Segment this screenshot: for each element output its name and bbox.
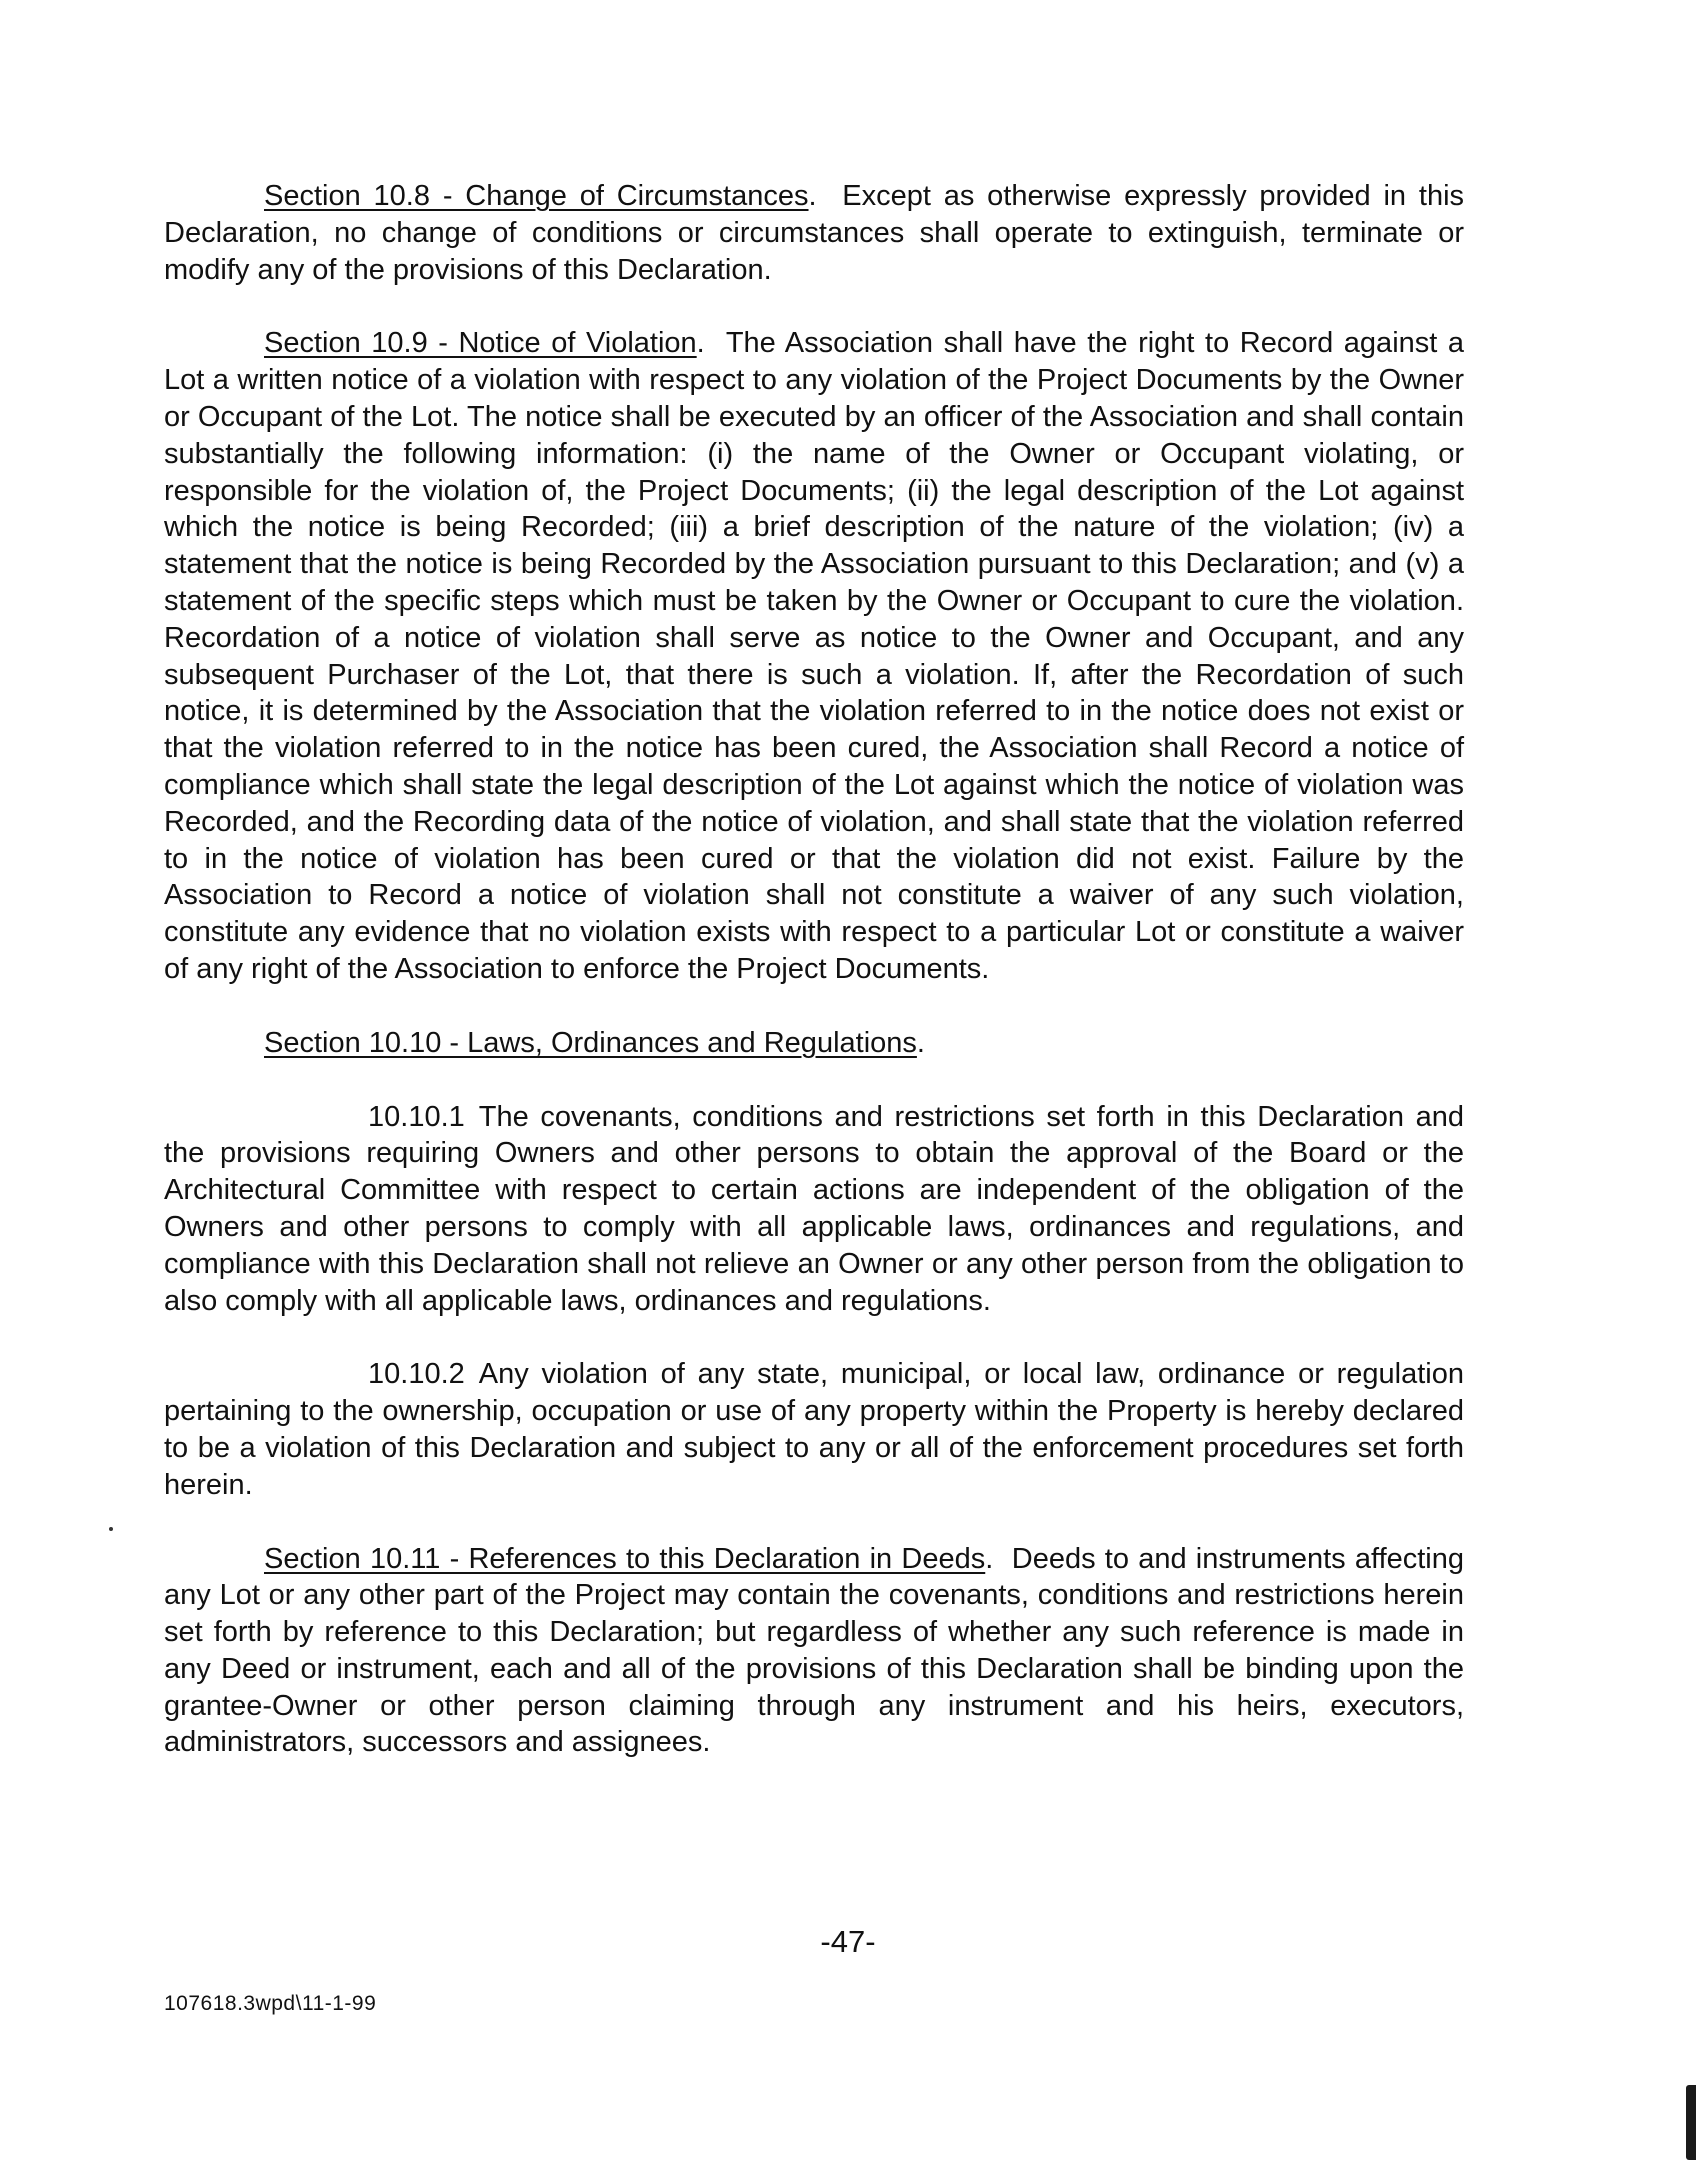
subsection-text: Any violation of any state, municipal, or local law, ordinance or regulation pertaining to the ownership, occupation or use of any property within the Property is hereby declared to be a violation of this Declaration and subject to any or all of the enforcement procedures set forth herein. bbox=[164, 1358, 1464, 1501]
section-title-period: . bbox=[808, 180, 843, 212]
document-body bbox=[164, 178, 1464, 1798]
subsection-10-10-1 bbox=[164, 1099, 1464, 1320]
section-title: Section 10.8 - Change of Circumstances bbox=[264, 180, 809, 212]
section-text: Deeds to and instruments affecting any Lot or any other part of the Project may contain the covenants, conditions and restrictions herein set forth by reference to this Declaration; but regardless of whether any such reference is made in any Deed or instrument, each and all of the provisions of this Declaration shall be binding upon the grantee-Owner or other person claiming through any instrument and his heirs, executors, administrators, successors and assignees. bbox=[164, 1542, 1465, 1759]
section-text: Except as otherwise expressly provided in this Declaration, no change of conditions or circumstances shall operate to extinguish, terminate or modify any of the provisions of this Declaration. bbox=[164, 180, 1465, 286]
scan-edge-mark bbox=[1686, 2085, 1696, 2160]
subsection-text: The covenants, conditions and restrictions set forth in this Declaration and the provisions requiring Owners and other persons to obtain the approval of the Board or the Architectural Committee with respect to certain actions are independent of the obligation of the Owners and other persons to comply with all applicable laws, ordinances and regulations, and compliance with this Declaration shall not relieve an Owner or any other person from the obligation to also comply with all applicable laws, ordinances and regulations. bbox=[164, 1100, 1464, 1317]
section-title-period: . bbox=[696, 327, 726, 360]
page-number: -47- bbox=[820, 1924, 876, 1959]
section-10-8 bbox=[164, 178, 1464, 288]
section-title-period: . bbox=[916, 1026, 925, 1059]
subsection-number: 10.10.2 bbox=[368, 1358, 465, 1391]
section-10-9 bbox=[164, 325, 1464, 987]
subsection-number: 10.10.1 bbox=[368, 1100, 465, 1133]
section-10-10 bbox=[164, 1025, 1464, 1062]
subsection-10-10-2 bbox=[164, 1356, 1464, 1503]
section-title-period: . bbox=[985, 1542, 1012, 1575]
margin-dot bbox=[109, 1527, 113, 1531]
document-id: 107618.3wpd\11-1-99 bbox=[164, 1992, 377, 2015]
section-title: Section 10.10 - Laws, Ordinances and Regulations bbox=[264, 1026, 917, 1059]
section-10-11 bbox=[164, 1541, 1464, 1762]
section-title: Section 10.9 - Notice of Violation bbox=[264, 327, 697, 360]
section-text: The Association shall have the right to Record against a Lot a written notice of a violation with respect to any violation of the Project Documents by the Owner or Occupant of the Lot. The notice shall be executed by an officer of the Association and shall contain substantially the following information: (i) the name of the Owner or Occupant violating, or responsible for the violation of, the Project Documents; (ii) the legal description of the Lot against which the notice is being Recorded; (iii) a brief description of the nature of the violation; (iv) a statement that the notice is being Recorded by the Association pursuant to this Declaration; and (v) a statement of the specific steps which must be taken by the Owner or Occupant to cure the violation. Recordation of a notice of violation shall serve as notice to the Owner and Occupant, and any subsequent Purchaser of the Lot, that there is such a violation. If, after the Recordation of such notice, it is determined by the Association that the violation referred to in the notice does not exist or that the violation referred to in the notice has been cured, the Association shall Record a notice of compliance which shall state the legal description of the Lot against which the notice of violation was Recorded, and the Recording data of the notice of violation, and shall state that the violation referred to in the notice of violation has been cured or that the violation did not exist. Failure by the Association to Record a notice of violation shall not constitute a waiver of any such violation, constitute any evidence that no violation exists with respect to a particular Lot or constitute a waiver of any right of the Association to enforce the Project Documents. bbox=[164, 327, 1464, 985]
section-title: Section 10.11 - References to this Declaration in Deeds bbox=[264, 1542, 986, 1575]
